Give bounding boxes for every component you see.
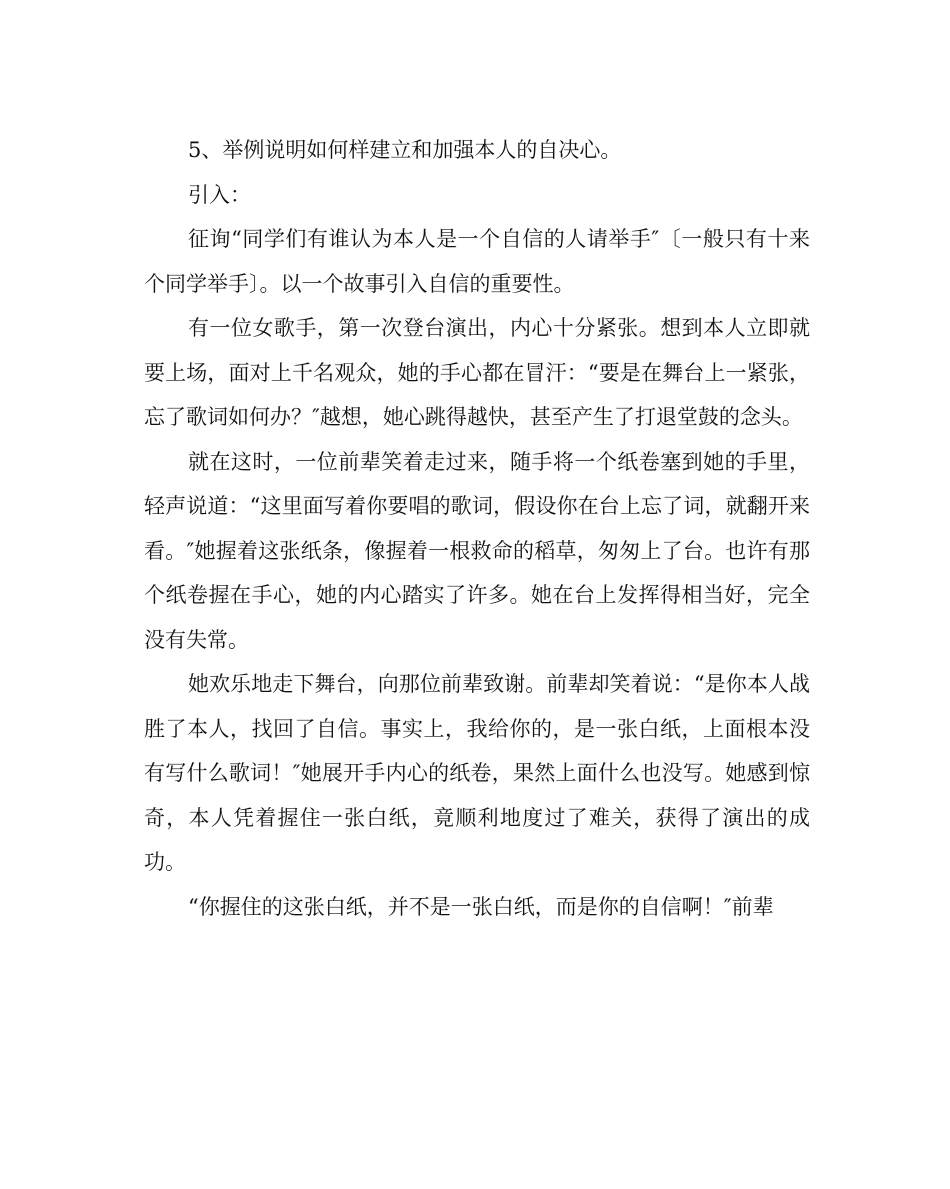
paragraph-blank-paper-reveal: 她欢乐地走下舞台，向那位前辈致谢。前辈却笑着说：“是你本人战胜了本人，找回了自信。事实上，我给你的，是一张白纸，上面根本没有写什么歌词！″她展开手内心的纸卷，果然上面什么也没写。她感到惊奇，本人凭着握住一张白纸，竟顺利地度过了难关，获得了演出的成功。 [144,672,810,874]
paragraph-confidence-quote: “你握住的这张白纸，并不是一张白纸，而是你的自信啊！″前辈 [188,894,774,919]
paragraph-senior-paper: 就在这时，一位前辈笑着走过来，随手将一个纸卷塞到她的手里，轻声说道：“这里面写着你要唱的歌词，假设你在台上忘了词，就翻开来看。″她握着这张纸条，像握着一根救命的稻草，匆匆上了台。也许有那个纸卷握在手心，她的内心踏实了许多。她在台上发挥得相当好，完全没有失常。 [144,449,810,652]
paragraph-poll: 征询“同学们有谁认为本人是一个自信的人请举手″〔一般只有十来个同学举手〕。以一个故事引入自信的重要性。 [144,227,810,296]
paragraph-introduction-heading: 引入： [188,182,251,207]
document-body [144,128,810,929]
paragraph-story-start: 有一位女歌手，第一次登台演出，内心十分紧张。想到本人立即就要上场，面对上千名观众，她的手心都在冒汗：“要是在舞台上一紧张，忘了歌词如何办？″越想，她心跳得越快，甚至产生了打退堂鼓的念头。 [144,316,810,429]
paragraph-point-5: 5、举例说明如何样建立和加强本人的自决心。 [188,138,622,162]
